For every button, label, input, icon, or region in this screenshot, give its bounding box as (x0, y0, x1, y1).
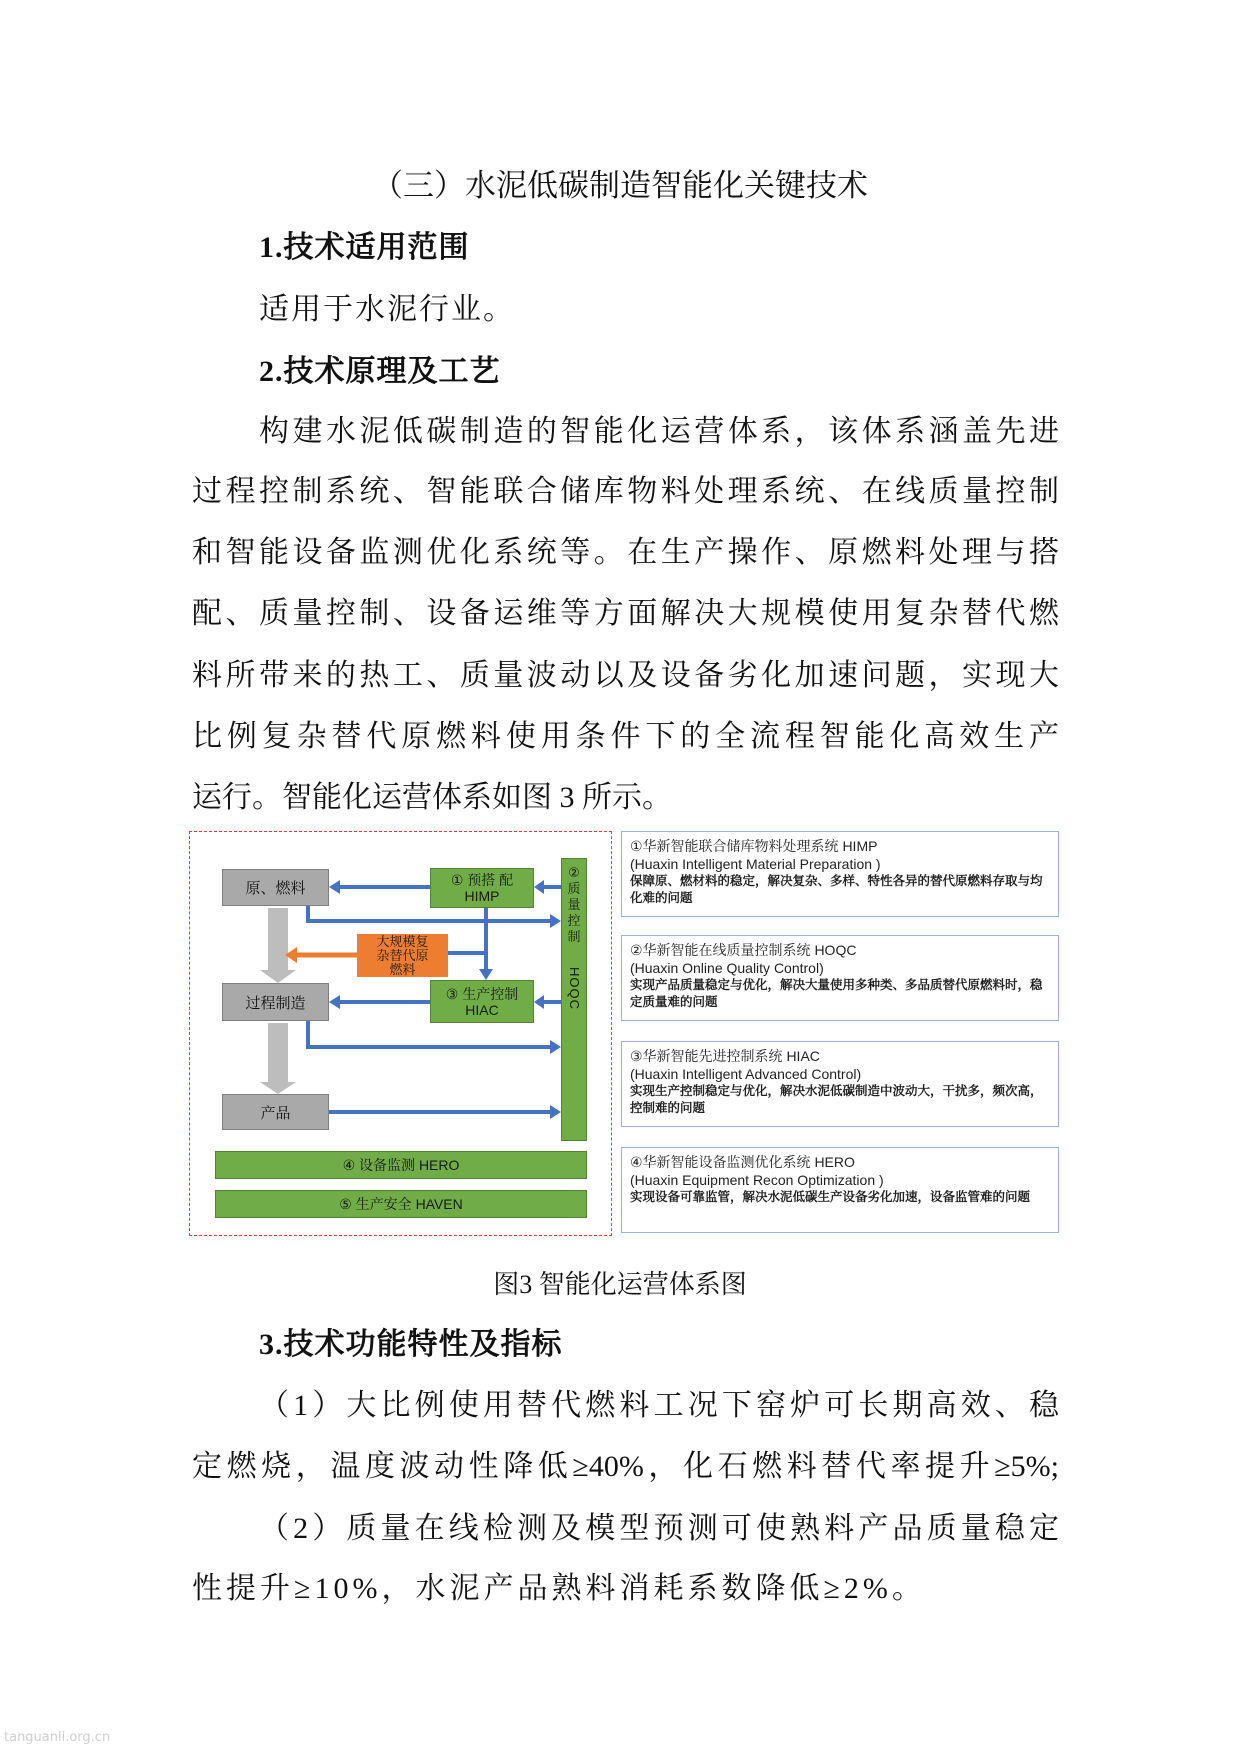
hoqc-code: HOQC (567, 967, 582, 1010)
process-label: 过程制造 (245, 994, 306, 1012)
section-2-line: 过程控制系统、智能联合储库物料处理系统、在线质量控制 (192, 475, 1059, 508)
raw-fuel-stage (222, 869, 329, 906)
hoqc-char: 质 (567, 881, 581, 896)
section-1-heading: 1.技术适用范围 (259, 231, 470, 264)
haven-module-bar (215, 1190, 587, 1218)
info-box-desc: 保障原、燃材料的稳定，解决复杂、多样、特性各异的替代原燃料存取与均化难的问题 (630, 874, 1043, 905)
hero-module-bar (215, 1151, 587, 1179)
operation-system-diagram (189, 831, 612, 1236)
hoqc-module (561, 858, 587, 1141)
section-3-heading: 3.技术功能特性及指标 (259, 1328, 563, 1361)
arrowhead (329, 880, 340, 894)
hoqc-char: 量 (567, 897, 581, 912)
arrow-raw-fuel-to-hoqc (308, 906, 552, 921)
info-box-title: ②华新智能在线质量控制系统 HOQC (630, 942, 857, 958)
section-3-line: 性提升≥10%，水泥产品熟料消耗系数降低≥2%。 (192, 1572, 926, 1605)
info-box-desc: 实现生产控制稳定与优化，解决水泥低碳制造中波动大，干扰多，频次高，控制难的问题 (630, 1084, 1043, 1115)
system-info-panel (621, 831, 1059, 1236)
page-title: （三）水泥低碳制造智能化关键技术 (372, 168, 868, 203)
info-box-title: ④华新智能设备监测优化系统 HERO (630, 1154, 855, 1170)
arrowhead (534, 880, 544, 894)
stage-flow-arrow (260, 1023, 296, 1094)
section-2-line: 配、质量控制、设备运维等方面解决大规模使用复杂替代燃 (192, 597, 1059, 630)
raw-fuel-label: 原、燃料 (245, 880, 306, 897)
info-box-title: ③华新智能先进控制系统 HIAC (630, 1048, 820, 1064)
himp-label: ① 预搭 配 (450, 872, 514, 888)
process-stage (222, 983, 329, 1021)
info-box-himp (621, 831, 1059, 917)
haven-label: ⑤ 生产安全 HAVEN (339, 1196, 463, 1212)
stage-flow-arrow (260, 908, 296, 983)
hiac-label: ③ 生产控制 (445, 985, 519, 1002)
section-2-line: 构建水泥低碳制造的智能化运营体系，该体系涵盖先进 (259, 415, 1059, 448)
section-2-line: 比例复杂替代原燃料使用条件下的全流程智能化高效生产 (192, 720, 1059, 753)
alt-fuel-line: 燃料 (389, 961, 416, 977)
arrow-process-to-hoqc (308, 1021, 552, 1047)
info-box-subtitle: (Huaxin Equipment Recon Optimization ) (630, 1172, 884, 1188)
section-2-heading: 2.技术原理及工艺 (259, 355, 501, 388)
section-2-line: 料所带来的热工、质量波动以及设备劣化加速问题，实现大 (192, 659, 1059, 692)
alt-fuel-line: 杂替代原 (376, 947, 429, 963)
section-3-line: 定燃烧，温度波动性降低≥40%，化石燃料替代率提升≥5%; (192, 1450, 1059, 1483)
product-label: 产品 (260, 1104, 291, 1122)
section-2-line: 和智能设备监测优化系统等。在生产操作、原燃料处理与搭 (192, 536, 1059, 569)
info-box-subtitle: (Huaxin Online Quality Control) (630, 960, 824, 976)
watermark: tanguanli.org.cn (4, 1730, 111, 1745)
arrowhead (479, 969, 493, 980)
hiac-code: HIAC (465, 1001, 499, 1018)
himp-module (430, 868, 534, 908)
info-box-hero (621, 1147, 1059, 1233)
section-1-text: 适用于水泥行业。 (259, 293, 515, 326)
arrowhead (550, 1040, 561, 1054)
arrowhead (329, 995, 340, 1009)
info-box-hoqc (621, 935, 1059, 1021)
hoqc-char: 制 (567, 929, 581, 944)
figure-caption: 图3 智能化运营体系图 (493, 1270, 747, 1299)
alt-fuel-line: 大规模复 (376, 933, 429, 949)
info-box-subtitle: (Huaxin Intelligent Advanced Control) (630, 1066, 862, 1082)
info-box-hiac (621, 1041, 1059, 1127)
product-stage (222, 1094, 329, 1130)
section-3-line: （1）大比例使用替代燃料工况下窑炉可长期高效、稳 (259, 1389, 1059, 1422)
info-box-desc: 实现设备可靠监管，解决水泥低碳生产设备劣化加速，设备监管难的问题 (630, 1190, 1031, 1204)
hoqc-char: ② (568, 865, 580, 880)
info-box-desc: 实现产品质量稳定与优化，解决大量使用多种类、多品质替代原燃料时，稳定质量难的问题 (630, 978, 1043, 1009)
alt-fuel-box (357, 934, 448, 977)
arrowhead (550, 1105, 561, 1119)
info-box-subtitle: (Huaxin Intelligent Material Preparation ) (630, 856, 881, 872)
hoqc-char: 控 (567, 913, 581, 928)
section-3-line: （2）质量在线检测及模型预测可使熟料产品质量稳定 (259, 1512, 1059, 1545)
section-2-line: 运行。智能化运营体系如图 3 所示。 (192, 781, 672, 814)
himp-code: HIMP (464, 888, 500, 904)
arrowhead (534, 995, 544, 1009)
info-box-title: ①华新智能联合储库物料处理系统 HIMP (630, 838, 878, 854)
arrowhead (550, 914, 561, 928)
hero-label: ④ 设备监测 HERO (342, 1157, 460, 1173)
hiac-module (430, 980, 534, 1023)
